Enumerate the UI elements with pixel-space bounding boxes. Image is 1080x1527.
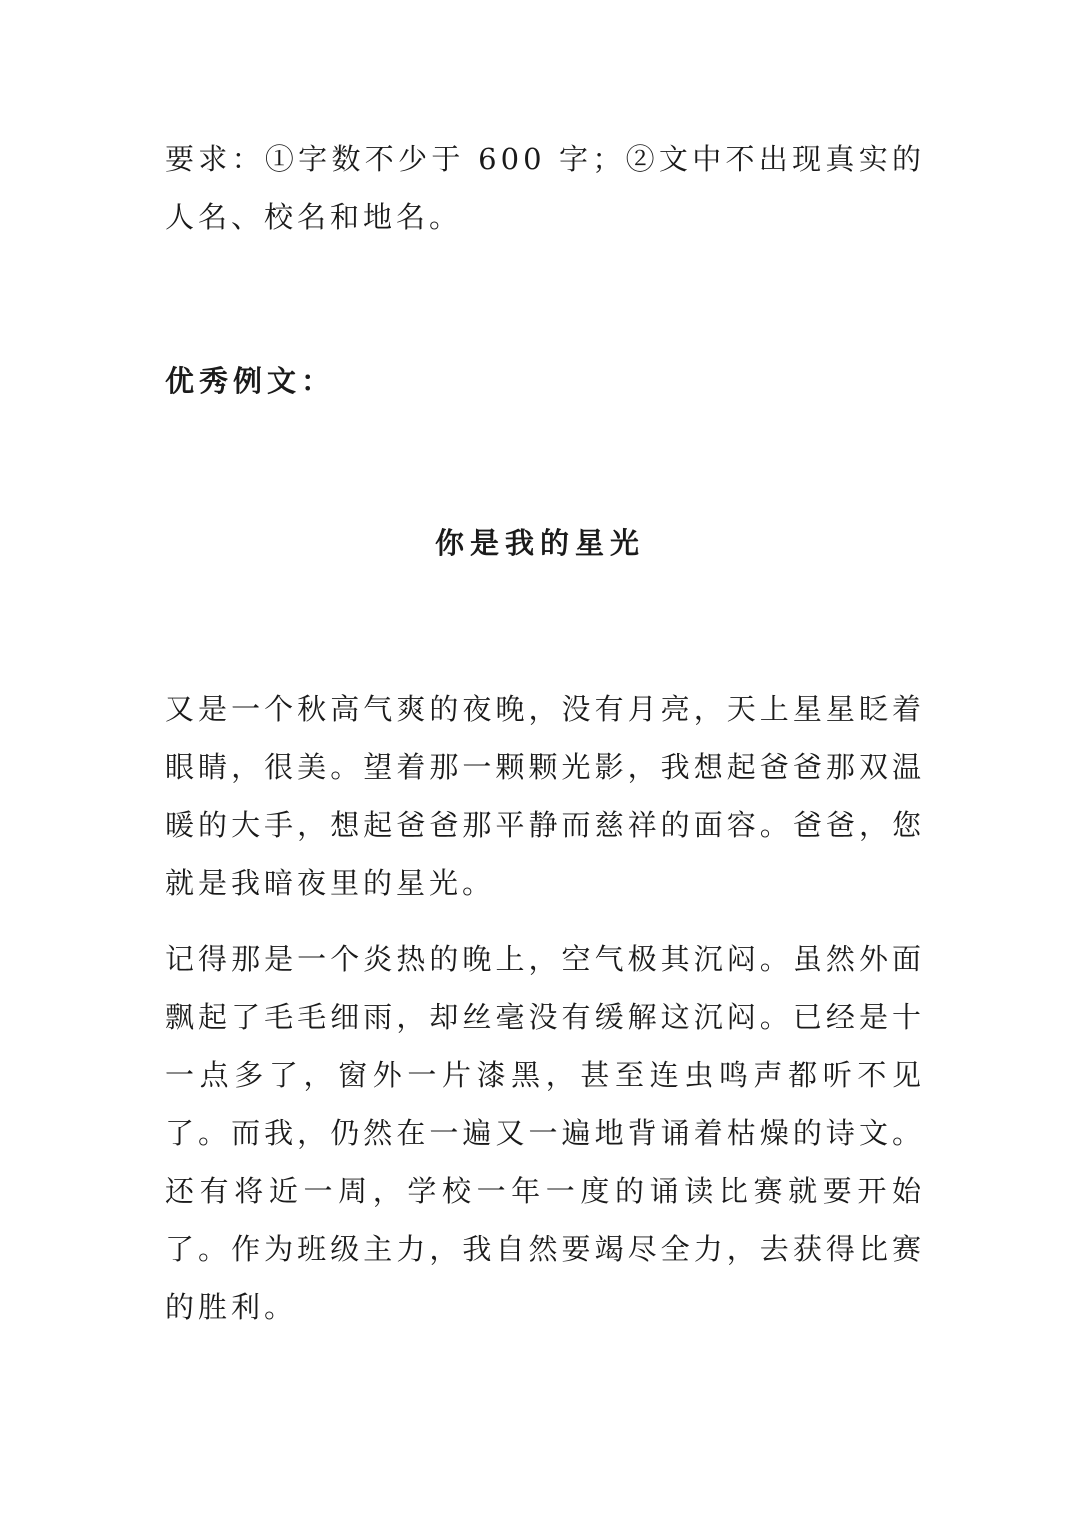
requirement-text: 要求：①字数不少于 600 字；②文中不出现真实的人名、校名和地名。 (165, 142, 925, 234)
essay-paragraph-1: 又是一个秋高气爽的夜晚，没有月亮，天上星星眨着眼睛，很美。望着那一颗颗光影，我想起爸爸那双温暖的大手，想起爸爸那平静而慈祥的面容。爸爸，您就是我暗夜里的星光。 (165, 692, 925, 900)
section-heading: 优秀例文： (165, 364, 336, 398)
essay-paragraph-2: 记得那是一个炎热的晚上，空气极其沉闷。虽然外面飘起了毛毛细雨，却丝毫没有缓解这沉闷。已经是十一点多了，窗外一片漆黑，甚至连虫鸣声都听不见了。而我，仍然在一遍又一遍地背诵着枯燥的诗文。还有将近一周，学校一年一度的诵读比赛就要开始了。作为班级主力，我自然要竭尽全力，去获得比赛的胜利。 (165, 942, 925, 1324)
essay-title: 你是我的星光 (434, 526, 645, 560)
